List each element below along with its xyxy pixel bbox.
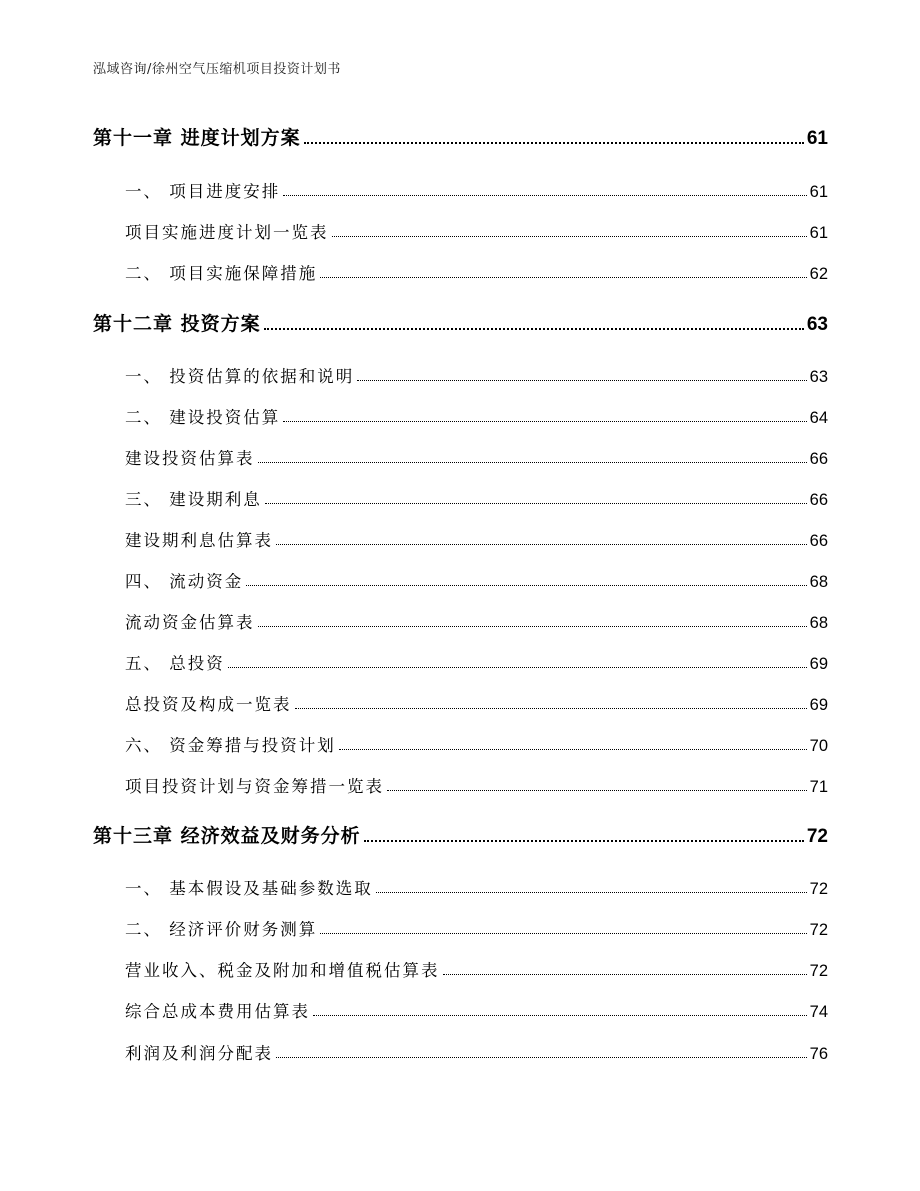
toc-section-entry[interactable] bbox=[0, 213, 920, 243]
toc-entry-page-number: 61 bbox=[809, 224, 828, 242]
toc-entry-title: 综合总成本费用估算表 bbox=[125, 1002, 310, 1021]
toc-entry-page-number: 70 bbox=[809, 737, 828, 755]
dot-leader bbox=[313, 1015, 807, 1016]
toc-entry-page-number: 72 bbox=[806, 826, 828, 847]
dot-leader bbox=[364, 840, 804, 842]
dot-leader bbox=[357, 380, 806, 381]
toc-entry-title: 总投资及构成一览表 bbox=[125, 695, 292, 714]
dot-leader bbox=[320, 277, 806, 278]
toc-entry-title: 二、 建设投资估算 bbox=[125, 408, 281, 427]
toc-chapter-entry[interactable] bbox=[0, 818, 920, 848]
toc-section-entry[interactable] bbox=[0, 1034, 920, 1064]
toc-section-entry[interactable] bbox=[0, 439, 920, 469]
dot-leader bbox=[283, 195, 806, 196]
toc-section-entry[interactable] bbox=[0, 603, 920, 633]
toc-entry-page-number: 68 bbox=[809, 573, 828, 591]
toc-section-entry[interactable] bbox=[0, 562, 920, 592]
toc-section-entry[interactable] bbox=[0, 398, 920, 428]
dot-leader bbox=[332, 236, 807, 237]
toc-entry-title: 五、 总投资 bbox=[125, 654, 225, 673]
dot-leader bbox=[295, 708, 807, 709]
toc-entry-page-number: 76 bbox=[809, 1045, 828, 1063]
dot-leader bbox=[304, 142, 804, 144]
toc-section-entry[interactable] bbox=[0, 254, 920, 284]
toc-entry-title: 第十三章 经济效益及财务分析 bbox=[93, 825, 361, 847]
dot-leader bbox=[387, 790, 807, 791]
toc-entry-page-number: 69 bbox=[809, 696, 828, 714]
toc-entry-title: 项目投资计划与资金筹措一览表 bbox=[125, 777, 384, 796]
toc-entry-title: 营业收入、税金及附加和增值税估算表 bbox=[125, 961, 440, 980]
dot-leader bbox=[276, 544, 807, 545]
page-header: 泓域咨询/徐州空气压缩机项目投资计划书 bbox=[93, 62, 341, 77]
dot-leader bbox=[276, 1057, 807, 1058]
dot-leader bbox=[246, 585, 806, 586]
toc-entry-page-number: 71 bbox=[809, 778, 828, 796]
dot-leader bbox=[320, 933, 806, 934]
toc-section-entry[interactable] bbox=[0, 767, 920, 797]
dot-leader bbox=[265, 503, 807, 504]
toc-entry-title: 四、 流动资金 bbox=[125, 572, 244, 591]
toc-entry-page-number: 68 bbox=[809, 614, 828, 632]
toc-section-entry[interactable] bbox=[0, 992, 920, 1022]
toc-entry-title: 建设投资估算表 bbox=[125, 449, 255, 468]
toc-entry-title: 一、 项目进度安排 bbox=[125, 182, 281, 201]
toc-entry-title: 二、 经济评价财务测算 bbox=[125, 920, 318, 939]
toc-entry-title: 三、 建设期利息 bbox=[125, 490, 262, 509]
toc-entry-title: 一、 投资估算的依据和说明 bbox=[125, 367, 355, 386]
toc-entry-title: 利润及利润分配表 bbox=[125, 1044, 273, 1063]
toc-section-entry[interactable] bbox=[0, 357, 920, 387]
toc-entry-page-number: 61 bbox=[806, 128, 828, 149]
toc-section-entry[interactable] bbox=[0, 869, 920, 899]
dot-leader bbox=[283, 421, 806, 422]
toc-entry-page-number: 61 bbox=[809, 183, 828, 201]
toc-section-entry[interactable] bbox=[0, 951, 920, 981]
dot-leader bbox=[258, 626, 807, 627]
toc-entry-title: 一、 基本假设及基础参数选取 bbox=[125, 879, 373, 898]
toc-entry-title: 第十一章 进度计划方案 bbox=[93, 127, 301, 149]
toc-entry-page-number: 66 bbox=[809, 450, 828, 468]
toc-entry-page-number: 72 bbox=[809, 962, 828, 980]
toc-section-entry[interactable] bbox=[0, 726, 920, 756]
toc-section-entry[interactable] bbox=[0, 480, 920, 510]
toc-section-entry[interactable] bbox=[0, 685, 920, 715]
toc-entry-page-number: 72 bbox=[809, 921, 828, 939]
toc-entry-page-number: 66 bbox=[809, 532, 828, 550]
toc-entry-page-number: 72 bbox=[809, 880, 828, 898]
dot-leader bbox=[339, 749, 807, 750]
toc-entry-page-number: 64 bbox=[809, 409, 828, 427]
toc-entry-title: 项目实施进度计划一览表 bbox=[125, 223, 329, 242]
dot-leader bbox=[258, 462, 807, 463]
toc-section-entry[interactable] bbox=[0, 910, 920, 940]
toc-entry-title: 第十二章 投资方案 bbox=[93, 313, 261, 335]
toc-entry-title: 建设期利息估算表 bbox=[125, 531, 273, 550]
toc-section-entry[interactable] bbox=[0, 172, 920, 202]
toc-entry-page-number: 69 bbox=[809, 655, 828, 673]
toc-chapter-entry[interactable] bbox=[0, 306, 920, 336]
toc-entry-title: 流动资金估算表 bbox=[125, 613, 255, 632]
toc-chapter-entry[interactable] bbox=[0, 120, 920, 150]
toc-entry-page-number: 62 bbox=[809, 265, 828, 283]
toc-section-entry[interactable] bbox=[0, 644, 920, 674]
toc-entry-page-number: 74 bbox=[809, 1003, 828, 1021]
dot-leader bbox=[264, 328, 804, 330]
toc-section-entry[interactable] bbox=[0, 521, 920, 551]
toc-entry-page-number: 63 bbox=[806, 314, 828, 335]
dot-leader bbox=[228, 667, 807, 668]
dot-leader bbox=[376, 892, 807, 893]
dot-leader bbox=[443, 974, 807, 975]
toc-entry-page-number: 63 bbox=[809, 368, 828, 386]
toc-entry-page-number: 66 bbox=[809, 491, 828, 509]
toc-entry-title: 六、 资金筹措与投资计划 bbox=[125, 736, 336, 755]
toc-entry-title: 二、 项目实施保障措施 bbox=[125, 264, 318, 283]
